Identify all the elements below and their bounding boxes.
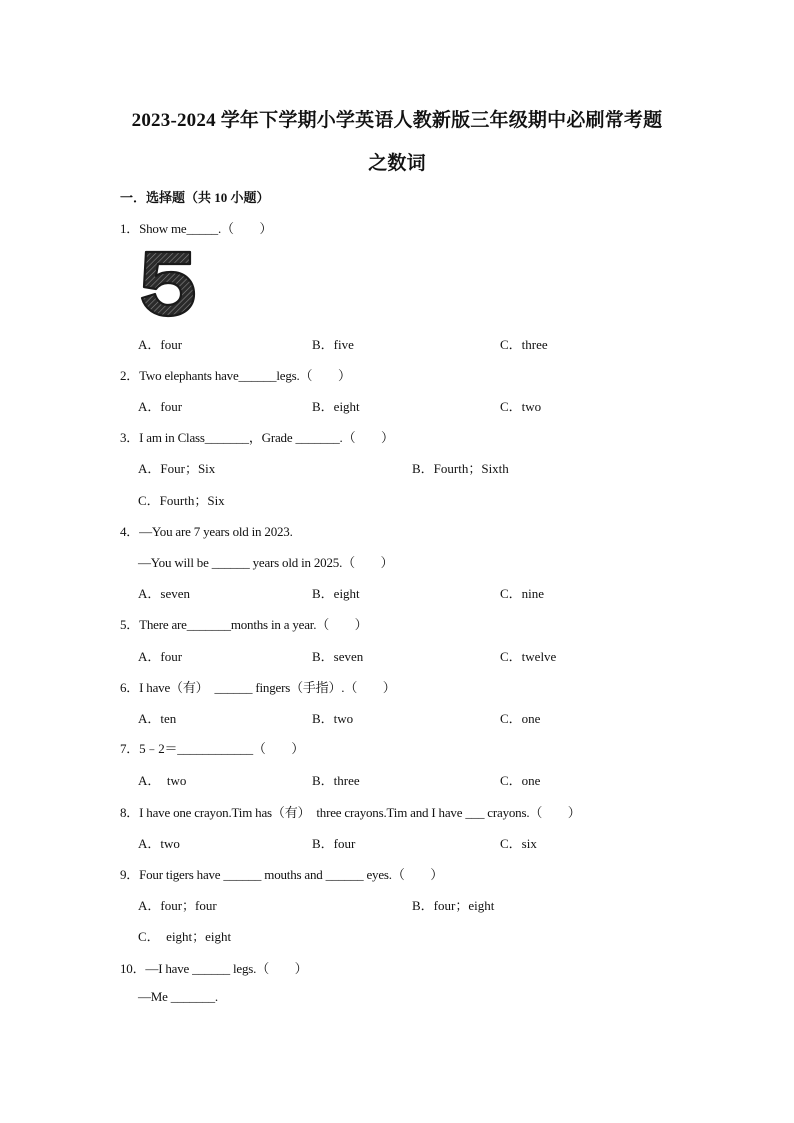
question-9-text: 9．Four tigers have ______ mouths and ______ eyes.（ ） (120, 867, 444, 882)
question-6-text: 6．I have（有） ______ fingers（手指）.（ ） (120, 680, 396, 695)
question-7-text: 7．5﹣2＝____________（ ） (120, 741, 305, 756)
question-8-option-c[interactable]: C．six (500, 836, 537, 851)
title-line-2: 之数词 (368, 153, 426, 174)
question-7-option-c[interactable]: C．one (500, 773, 541, 788)
question-8-option-b[interactable]: B．four (312, 836, 356, 851)
question-7-option-a[interactable]: A． two (138, 773, 187, 788)
question-4-text-line-2: —You will be ______ years old in 2025.（ ） (138, 555, 394, 570)
question-3-text: 3．I am in Class_______，Grade _______.（ ） (120, 430, 394, 445)
question-6-option-c[interactable]: C．one (500, 711, 541, 726)
question-4-option-a[interactable]: A．seven (138, 586, 190, 601)
question-9-option-c[interactable]: C． eight；eight (138, 929, 232, 944)
number-five-image (138, 248, 196, 318)
question-2-text: 2．Two elephants have______legs.（ ） (120, 368, 351, 383)
question-7-option-b[interactable]: B．three (312, 773, 360, 788)
question-3-option-c[interactable]: C．Fourth；Six (138, 493, 225, 508)
question-5-option-c[interactable]: C．twelve (500, 649, 557, 664)
question-9-option-b[interactable]: B．four；eight (412, 898, 495, 913)
question-8-option-a[interactable]: A．two (138, 836, 180, 851)
question-9-option-a[interactable]: A．four；four (138, 898, 217, 913)
question-1-text: 1．Show me_____.（ ） (120, 221, 273, 236)
question-10-text-line-2: —Me _______. (138, 989, 218, 1004)
question-10-text: 10．—I have ______ legs.（ ） (120, 961, 308, 976)
question-5-text: 5．There are_______months in a year.（ ） (120, 617, 368, 632)
title-line-1: 2023-2024 学年下学期小学英语人教新版三年级期中必刷常考题 (131, 110, 663, 131)
question-1-option-c[interactable]: C．three (500, 337, 548, 352)
question-2-option-a[interactable]: A．four (138, 399, 183, 414)
question-5-option-a[interactable]: A．four (138, 649, 183, 664)
question-6-option-a[interactable]: A．ten (138, 711, 177, 726)
section-heading: 一．选择题（共 10 小题） (120, 190, 270, 205)
question-3-option-b[interactable]: B．Fourth；Sixth (412, 461, 509, 476)
question-2-option-b[interactable]: B．eight (312, 399, 360, 414)
question-1-option-a[interactable]: A．four (138, 337, 183, 352)
question-8-text: 8．I have one crayon.Tim has（有） three crayons.Tim and I have ___ crayons.（ ） (120, 805, 581, 820)
question-4-text: 4．—You are 7 years old in 2023. (120, 524, 293, 539)
question-6-option-b[interactable]: B．two (312, 711, 354, 726)
question-4-option-c[interactable]: C．nine (500, 586, 545, 601)
question-3-option-a[interactable]: A．Four；Six (138, 461, 216, 476)
question-5-option-b[interactable]: B．seven (312, 649, 364, 664)
question-1-option-b[interactable]: B．five (312, 337, 354, 352)
question-4-option-b[interactable]: B．eight (312, 586, 360, 601)
question-2-option-c[interactable]: C．two (500, 399, 542, 414)
